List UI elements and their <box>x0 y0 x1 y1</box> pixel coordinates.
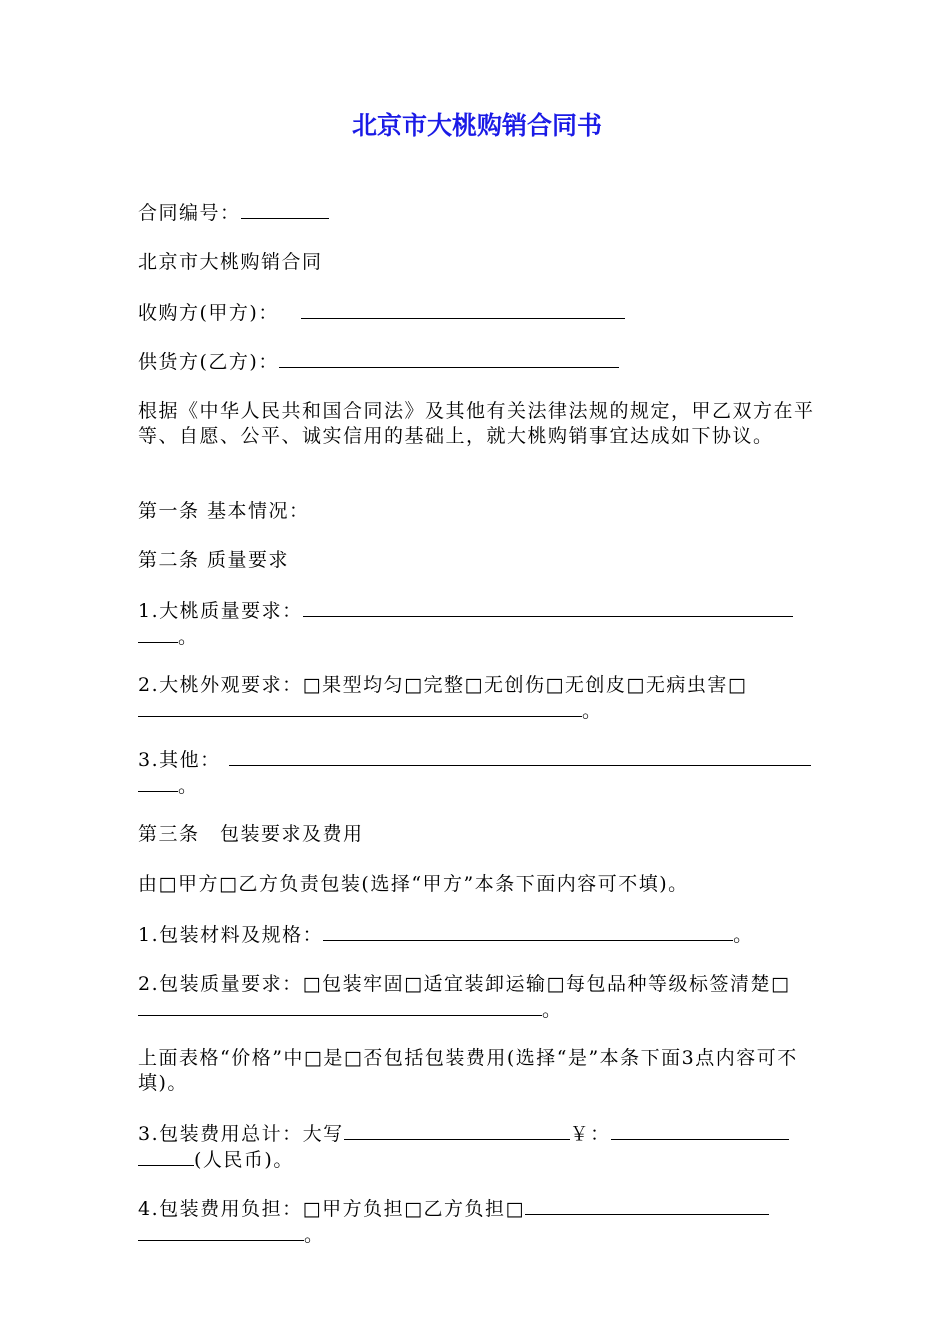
quality-item-3-blank-cont <box>138 773 178 792</box>
packaging-item-2 <box>138 972 816 1023</box>
contract-subtitle: 北京市大桃购销合同 <box>138 251 323 273</box>
packaging-item-1-label: 1.包装材料及规格： <box>138 924 324 946</box>
contract-number-line <box>138 200 816 226</box>
end-mark: 。 <box>304 1224 325 1246</box>
quality-item-1-blank <box>303 598 793 617</box>
document-title: 北京市大桃购销合同书 <box>351 111 602 140</box>
end-mark: 。 <box>733 924 754 946</box>
article-3-heading: 第三条 包装要求及费用 <box>138 823 364 845</box>
packaging-item-2-blank <box>138 997 542 1016</box>
end-mark: 。 <box>582 700 603 722</box>
yen-label: ￥： <box>569 1123 611 1145</box>
packaging-item-3-blank-uppercase <box>344 1121 570 1140</box>
quality-item-1 <box>138 598 816 650</box>
contract-number-blank <box>241 200 329 219</box>
packaging-item-3-label: 3.包装费用总计：大写 <box>138 1123 344 1145</box>
article-2-heading: 第二条 质量要求 <box>138 549 290 571</box>
packaging-item-3 <box>138 1121 816 1173</box>
packaging-item-4-blank-cont <box>138 1222 304 1241</box>
quality-item-2-blank <box>138 698 582 717</box>
buyer-line <box>138 300 816 326</box>
contract-number-label: 合同编号： <box>138 202 241 224</box>
quality-item-3 <box>138 747 816 799</box>
packaging-intro: 由□甲方□乙方负责包装(选择“甲方”本条下面内容可不填)。 <box>138 873 689 895</box>
supplier-label: 供货方(乙方)： <box>138 351 279 373</box>
article-1-heading: 第一条 基本情况： <box>138 500 310 522</box>
packaging-item-3-blank-amount <box>611 1121 789 1140</box>
packaging-item-4-blank <box>525 1196 769 1215</box>
quality-item-1-blank-cont <box>138 624 178 643</box>
buyer-label: 收购方(甲方)： <box>138 302 279 324</box>
preamble-paragraph: 根据《中华人民共和国合同法》及其他有关法律法规的规定，甲乙双方在平等、自愿、公平、诚实信用的基础上，就大桃购销事宜达成如下协议。 <box>138 400 815 447</box>
packaging-item-4-label: 4.包装费用负担：□甲方负担□乙方负担□ <box>138 1198 525 1220</box>
end-mark: 。 <box>178 626 199 648</box>
supplier-line <box>138 349 816 375</box>
quality-item-1-label: 1.大桃质量要求： <box>138 600 303 622</box>
quality-item-2-label: 2.大桃外观要求：□果型均匀□完整□无创伤□无创皮□无病虫害□ <box>138 674 748 696</box>
packaging-item-4 <box>138 1196 816 1248</box>
packaging-item-2-label: 2.包装质量要求：□包装牢固□适宜装卸运输□每包品种等级标签清楚□ <box>138 973 791 995</box>
packaging-item-3-blank-cont <box>138 1147 194 1166</box>
end-mark: 。 <box>178 775 199 797</box>
packaging-item-1-blank <box>323 922 733 941</box>
quality-item-3-blank <box>229 747 811 766</box>
quality-item-2 <box>138 673 816 724</box>
packaging-item-1 <box>138 922 816 948</box>
price-note: 上面表格“价格”中□是□否包括包装费用(选择“是”本条下面3点内容可不填)。 <box>138 1047 798 1094</box>
end-mark: 。 <box>542 999 563 1021</box>
quality-item-3-label: 3.其他： <box>138 749 221 771</box>
rmb-unit: (人民币)。 <box>194 1149 294 1171</box>
supplier-blank <box>279 349 619 368</box>
buyer-blank <box>301 300 625 319</box>
